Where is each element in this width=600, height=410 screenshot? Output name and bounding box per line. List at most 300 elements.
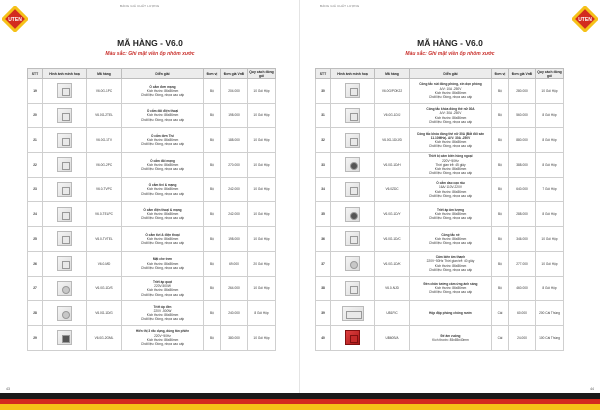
pack-qty: 8 bbox=[542, 286, 545, 291]
product-description bbox=[410, 128, 492, 153]
product-spec: Chất liệu: Đồng, nhựa cao cấp bbox=[140, 92, 185, 97]
product-pack bbox=[248, 103, 276, 128]
product-pack bbox=[536, 301, 564, 326]
product-spec: Chất liệu: Đồng, nhựa cao cấp bbox=[140, 167, 185, 171]
product-spec: Kích thước: 86x86mm bbox=[146, 187, 179, 192]
pack-type: Gói Hộp bbox=[257, 187, 270, 192]
product-spec: Kích thước: 86x86mm bbox=[146, 236, 179, 241]
product-name: Triết áp âm lượng bbox=[436, 207, 465, 212]
product-spec: Chất liệu: Đồng, nhựa cao cấp bbox=[428, 241, 473, 246]
product-pack bbox=[536, 177, 564, 202]
product-description bbox=[122, 128, 204, 153]
pack-qty: 10 bbox=[541, 261, 545, 266]
row-stt: 37 bbox=[316, 251, 331, 276]
product-image bbox=[331, 79, 375, 104]
table-row bbox=[316, 79, 564, 104]
product-name: Ổ cắm đơn mạng bbox=[149, 84, 176, 89]
product-description bbox=[410, 276, 492, 301]
flush-box-icon bbox=[345, 330, 360, 345]
product-name: Công tắc khóa đóng thẻ nữ 30A (Bắt đổi sản 11.10MHz)- A/V: 30A -250V bbox=[416, 131, 485, 141]
product-pack bbox=[536, 128, 564, 153]
pack-type: Gói Hộp bbox=[544, 162, 557, 167]
product-price: 198.000 bbox=[221, 103, 248, 128]
product-unit: Bộ bbox=[204, 301, 221, 326]
product-spec: Kích thước: 86x86mm bbox=[434, 167, 467, 171]
socket-icon bbox=[57, 83, 72, 98]
pack-type: Gói Hộp bbox=[544, 212, 557, 217]
product-pack bbox=[248, 276, 276, 301]
product-price: 242.000 bbox=[221, 202, 248, 227]
product-spec: Kích thước: 86x86mm bbox=[434, 90, 467, 95]
row-stt: 19 bbox=[28, 79, 43, 104]
pack-type: Gói Hộp bbox=[545, 261, 558, 266]
product-description bbox=[122, 103, 204, 128]
pack-qty: 10 bbox=[253, 113, 257, 118]
product-image bbox=[331, 276, 375, 301]
pack-type: Gói Hộp bbox=[257, 138, 270, 143]
pack-qty: 10 bbox=[253, 187, 257, 192]
table-row bbox=[316, 301, 564, 326]
product-pack bbox=[248, 301, 276, 326]
product-description bbox=[410, 79, 492, 104]
col-description: Diễn giải bbox=[410, 69, 492, 79]
product-image bbox=[331, 227, 375, 252]
product-price: 388.000 bbox=[509, 153, 536, 178]
col-image: Hình ảnh minh hoạ bbox=[43, 69, 87, 79]
shaver-socket-icon bbox=[345, 182, 360, 197]
table-row bbox=[28, 177, 276, 202]
pack-type: Gói Hộp bbox=[257, 335, 270, 340]
col-price: Đơn giá VnĐ bbox=[221, 69, 248, 79]
product-spec: Kích thước: 86x86mm bbox=[146, 113, 179, 118]
pack-qty: 10 bbox=[253, 212, 257, 217]
table-header-row bbox=[316, 69, 564, 79]
product-code: V6.0G/POK22 bbox=[375, 79, 410, 104]
product-spec: Kích thước: 86x86mm bbox=[146, 313, 179, 318]
pack-qty: 10 bbox=[253, 236, 257, 241]
pack-type: Gói Hộp bbox=[545, 88, 558, 93]
product-pack bbox=[536, 202, 564, 227]
table-row bbox=[316, 202, 564, 227]
product-code: V6.0G-1D/K bbox=[375, 251, 410, 276]
table-row bbox=[28, 251, 276, 276]
table-row bbox=[28, 79, 276, 104]
product-price: 69.000 bbox=[221, 251, 248, 276]
pack-qty: 10 bbox=[253, 138, 257, 143]
table-row bbox=[316, 128, 564, 153]
product-price: 198.000 bbox=[221, 227, 248, 252]
product-spec: Kích thước: 86x86mm bbox=[434, 115, 467, 120]
product-pack bbox=[536, 251, 564, 276]
product-spec: 16A/ 110V-220V bbox=[439, 185, 462, 190]
product-unit: Bộ bbox=[204, 227, 221, 252]
pack-type: Gói Hộp bbox=[544, 286, 557, 291]
product-unit: Bộ bbox=[492, 177, 509, 202]
row-stt: 28 bbox=[28, 301, 43, 326]
product-table bbox=[27, 68, 276, 351]
product-code: V6.0G-2TEL bbox=[87, 103, 122, 128]
product-unit: Bộ bbox=[492, 79, 509, 104]
socket-icon bbox=[57, 133, 72, 148]
pack-qty: 8 bbox=[542, 113, 545, 118]
product-price: 188.000 bbox=[221, 128, 248, 153]
product-image bbox=[331, 103, 375, 128]
dimmer-icon bbox=[57, 306, 72, 321]
product-pack bbox=[536, 227, 564, 252]
product-name: Hiển thị 3 rãc dụng, dùng tản phiên bbox=[135, 329, 190, 334]
product-code: V6.0ZDC bbox=[375, 177, 410, 202]
table-body bbox=[316, 79, 564, 351]
product-unit: Bộ bbox=[492, 103, 509, 128]
product-unit: Cái bbox=[492, 325, 509, 350]
product-name: Ổ cắm đôi mạng bbox=[150, 158, 175, 163]
product-spec: Kích thước: 85x85x40mm bbox=[432, 337, 469, 342]
switch-icon bbox=[345, 83, 360, 98]
product-image bbox=[43, 227, 87, 252]
table-row bbox=[316, 276, 564, 301]
product-price: 264.000 bbox=[221, 276, 248, 301]
brand-header: BẢNG GIÁ CHẤT LƯỢNG bbox=[120, 4, 160, 8]
pack-qty: 8 bbox=[254, 310, 257, 315]
product-name: Thiết bị cảm biến hồng ngoại bbox=[428, 154, 473, 159]
product-name: Ổ cắm đôi điện thoại bbox=[146, 109, 179, 114]
product-spec: 220V~50Hz Thời gian trễ: 40 giây bbox=[426, 259, 475, 264]
pack-type: Gói Hộp bbox=[257, 286, 270, 291]
product-code: V6.0-MD bbox=[87, 251, 122, 276]
product-spec: Kích thước: 86x86mm bbox=[434, 212, 467, 217]
product-price: 60.000 bbox=[509, 301, 536, 326]
product-image bbox=[43, 79, 87, 104]
product-description bbox=[410, 153, 492, 178]
product-spec: Kích thước: 86x86mm bbox=[146, 138, 179, 143]
uten-logo bbox=[572, 6, 598, 32]
product-spec: 220V -500W bbox=[153, 308, 172, 313]
page-title: MÃ HÀNG - V6.0 bbox=[117, 38, 183, 48]
pack-qty: 10 bbox=[541, 236, 545, 241]
product-description bbox=[122, 153, 204, 178]
row-stt: 24 bbox=[28, 202, 43, 227]
product-code: V6.0G-2PC bbox=[87, 153, 122, 178]
product-code: V6.0-NJD bbox=[375, 276, 410, 301]
product-price: 560.000 bbox=[509, 103, 536, 128]
sound-sensor-icon bbox=[345, 256, 360, 271]
product-description bbox=[122, 79, 204, 104]
logo-text: UTEN bbox=[578, 17, 592, 23]
product-code: V6.0G-1D/J/D bbox=[375, 128, 410, 153]
product-code: V6.0G-2GML bbox=[87, 325, 122, 350]
product-spec: Kích thước: 86x86mm bbox=[146, 261, 179, 266]
table-row bbox=[316, 103, 564, 128]
product-spec: Chất liệu: Đồng, nhựa cao cấp bbox=[140, 292, 185, 297]
product-description bbox=[122, 276, 204, 301]
col-pack: Quy cách đóng gói bbox=[249, 69, 274, 78]
pack-type: Gói Hộp bbox=[257, 212, 270, 217]
product-price: 346.000 bbox=[509, 227, 536, 252]
pack-qty: 10 bbox=[253, 162, 257, 167]
col-unit: Đơn vị bbox=[204, 69, 221, 79]
product-description bbox=[122, 301, 204, 326]
product-price: 204.000 bbox=[221, 79, 248, 104]
product-image bbox=[43, 251, 87, 276]
product-image bbox=[331, 301, 375, 326]
product-unit: Bộ bbox=[204, 103, 221, 128]
volume-knob-icon bbox=[345, 207, 360, 222]
pack-qty: 8 bbox=[542, 162, 545, 167]
pack-qty: 20 bbox=[253, 261, 257, 266]
product-code: UB60S/A bbox=[375, 325, 410, 350]
product-pack bbox=[248, 79, 276, 104]
product-spec: 220V-500W bbox=[154, 284, 171, 289]
product-description bbox=[122, 177, 204, 202]
product-name: Công tắc nề bbox=[441, 232, 460, 237]
product-spec: 220V~50Hz bbox=[154, 333, 171, 338]
switch-icon bbox=[345, 108, 360, 123]
product-unit: Bộ bbox=[204, 177, 221, 202]
pack-type: Gói Hộp bbox=[257, 113, 270, 118]
row-stt: 23 bbox=[28, 177, 43, 202]
pack-qty: 7 bbox=[542, 187, 545, 192]
table-row bbox=[316, 153, 564, 178]
product-spec: Kích thước: 86x86mm bbox=[434, 189, 467, 194]
stripe-yellow bbox=[0, 404, 600, 410]
row-stt: 30 bbox=[316, 79, 331, 104]
product-unit: Bộ bbox=[204, 276, 221, 301]
product-pack bbox=[248, 128, 276, 153]
product-unit: Bộ bbox=[204, 202, 221, 227]
col-price: Đơn giá VnĐ bbox=[509, 69, 536, 79]
product-pack bbox=[536, 153, 564, 178]
product-spec: Kích thước: 86x86mm bbox=[434, 140, 467, 145]
table-row bbox=[28, 103, 276, 128]
pack-type: Cái Thùng bbox=[545, 310, 560, 315]
product-price: 242.000 bbox=[221, 177, 248, 202]
product-spec: Thời gian trễ: 45 giây bbox=[435, 162, 466, 167]
row-stt: 21 bbox=[28, 128, 43, 153]
switch-icon bbox=[345, 133, 360, 148]
product-pack bbox=[248, 177, 276, 202]
socket-icon bbox=[57, 157, 72, 172]
col-stt: STT bbox=[28, 69, 43, 79]
pack-qty: 8 bbox=[542, 138, 545, 143]
table-row bbox=[28, 325, 276, 350]
product-spec: Chất liệu: Đồng, nhựa cao cấp bbox=[140, 317, 185, 322]
product-unit: Bộ bbox=[204, 325, 221, 350]
product-spec: A/V: 30A -250V bbox=[439, 111, 462, 116]
product-name: Cảm biến âm thanh bbox=[435, 255, 466, 260]
product-code: V6.0G-1D/C bbox=[375, 227, 410, 252]
product-image bbox=[43, 202, 87, 227]
table-body bbox=[28, 79, 276, 351]
dimmer-icon bbox=[57, 281, 72, 296]
product-unit: Bộ bbox=[492, 276, 509, 301]
product-description bbox=[410, 301, 492, 326]
right-page bbox=[300, 0, 600, 410]
product-name: Đèn chân tường cảm ứng ánh sáng bbox=[423, 282, 478, 287]
product-price: 880.000 bbox=[509, 128, 536, 153]
product-name: Đế âm vuông bbox=[440, 333, 461, 338]
product-table bbox=[315, 68, 564, 351]
page-number: 43 bbox=[6, 387, 10, 391]
product-name: Mặt che trơn bbox=[152, 257, 173, 262]
product-code: UB1FIC bbox=[375, 301, 410, 326]
row-stt: 25 bbox=[28, 227, 43, 252]
product-spec: Kích thước: 86x86mm bbox=[434, 236, 467, 241]
product-spec: A/V: 10A -250V bbox=[439, 86, 462, 91]
product-unit: Bộ bbox=[204, 79, 221, 104]
table-row bbox=[316, 325, 564, 350]
product-image bbox=[331, 202, 375, 227]
product-code: V6.0G-1D/S bbox=[87, 276, 122, 301]
table-row bbox=[28, 202, 276, 227]
pack-type: Gói Hộp bbox=[544, 138, 557, 143]
product-code: V6.0-TVTEL bbox=[87, 227, 122, 252]
pack-type: Gói Hộp bbox=[257, 88, 270, 93]
product-pack bbox=[536, 103, 564, 128]
product-description bbox=[122, 227, 204, 252]
uten-logo bbox=[2, 6, 28, 32]
product-name: Triết áp quạt bbox=[153, 279, 172, 284]
row-stt: 35 bbox=[316, 202, 331, 227]
pack-qty: 10 bbox=[541, 88, 545, 93]
display-icon bbox=[57, 330, 72, 345]
product-description bbox=[410, 202, 492, 227]
table-row bbox=[28, 276, 276, 301]
product-image bbox=[331, 325, 375, 350]
product-price: 270.000 bbox=[221, 153, 248, 178]
product-pack bbox=[248, 251, 276, 276]
product-code: V6.0-TELPC bbox=[87, 202, 122, 227]
pack-type: Gói Hộp bbox=[256, 310, 269, 315]
pack-type: Cái Thùng bbox=[545, 335, 560, 340]
product-pack bbox=[248, 202, 276, 227]
pack-type: Gói Hộp bbox=[257, 236, 270, 241]
product-image bbox=[43, 276, 87, 301]
product-code: V6.0G-1D/G bbox=[87, 301, 122, 326]
product-description bbox=[410, 227, 492, 252]
product-name: Ổ cắm điện thoại & mạng bbox=[143, 207, 182, 212]
row-stt: 36 bbox=[316, 227, 331, 252]
row-stt: 40 bbox=[316, 325, 331, 350]
product-unit: Bộ bbox=[492, 128, 509, 153]
product-name: Ổ cắm tivi & điện thoại bbox=[145, 232, 180, 237]
product-code: V6.0G-1TV bbox=[87, 128, 122, 153]
row-stt: 22 bbox=[28, 153, 43, 178]
product-pack bbox=[248, 153, 276, 178]
col-description: Diễn giải bbox=[122, 69, 204, 79]
pack-type: Gói Hộp bbox=[545, 236, 558, 241]
product-spec: Kích thước: 86x86mm bbox=[146, 337, 179, 342]
product-unit: Bộ bbox=[204, 128, 221, 153]
brand-header: BẢNG GIÁ CHẤT LƯỢNG bbox=[320, 4, 360, 8]
product-pack bbox=[248, 325, 276, 350]
product-description bbox=[410, 325, 492, 350]
sensor-icon bbox=[345, 157, 360, 172]
col-stt: STT bbox=[316, 69, 331, 79]
product-code: V6.0G-1D/J bbox=[375, 103, 410, 128]
product-image bbox=[43, 153, 87, 178]
product-spec: Chất liệu: Đồng, nhựa cao cấp bbox=[428, 290, 473, 295]
product-price: 277.000 bbox=[509, 251, 536, 276]
product-spec: Chất liệu: Đồng, nhựa cao cấp bbox=[140, 142, 185, 147]
product-image bbox=[43, 301, 87, 326]
product-unit: Bộ bbox=[492, 227, 509, 252]
product-spec: Kích thước: 86x86mm bbox=[146, 288, 179, 293]
product-spec: Chất liệu: Đồng, nhựa cao cấp bbox=[140, 241, 185, 246]
product-image bbox=[331, 177, 375, 202]
product-name: Công tắc khóa đóng thẻ nữ 30A bbox=[426, 107, 475, 112]
product-description bbox=[122, 251, 204, 276]
product-pack bbox=[248, 227, 276, 252]
product-code: V6.0-TVPC bbox=[87, 177, 122, 202]
col-unit: Đơn vị bbox=[492, 69, 509, 79]
product-spec: Kích thước: 86x86mm bbox=[146, 162, 179, 167]
table-row bbox=[316, 177, 564, 202]
footer-stripes bbox=[0, 393, 600, 410]
product-unit: Bộ bbox=[204, 153, 221, 178]
pack-qty: 10 bbox=[253, 88, 257, 93]
row-stt: 26 bbox=[28, 251, 43, 276]
product-unit: Bộ bbox=[492, 202, 509, 227]
table-row bbox=[316, 251, 564, 276]
switch-icon bbox=[345, 231, 360, 246]
product-spec: Chất liệu: Đồng, nhựa cao cấp bbox=[428, 267, 473, 272]
product-image bbox=[331, 128, 375, 153]
product-name: Ổ cắm đơn Tivi bbox=[150, 133, 175, 138]
col-pack: Quy cách đóng gói bbox=[537, 69, 562, 78]
product-spec: Chất liệu: Đồng, nhựa cao cấp bbox=[140, 191, 185, 196]
pack-type: Gói Hộp bbox=[544, 113, 557, 118]
product-unit: Cái bbox=[492, 301, 509, 326]
product-price: 380.000 bbox=[221, 325, 248, 350]
pack-type: Gói Hộp bbox=[544, 187, 557, 192]
product-price: 288.000 bbox=[509, 202, 536, 227]
product-price: 640.000 bbox=[509, 177, 536, 202]
table-row bbox=[28, 301, 276, 326]
product-spec: Chất liệu: Đồng, nhựa cao cấp bbox=[140, 216, 185, 221]
product-spec: Chất liệu: Đồng, nhựa cao cấp bbox=[428, 193, 473, 198]
product-name: Hộp đặp phòng chống nước bbox=[429, 310, 472, 315]
socket-icon bbox=[57, 207, 72, 222]
table-row bbox=[28, 227, 276, 252]
wall-light-icon bbox=[345, 281, 360, 296]
page-subtitle: Màu sắc: Ghi mặt viền ốp nhôm xước bbox=[105, 51, 195, 57]
product-image bbox=[43, 325, 87, 350]
row-stt: 34 bbox=[316, 177, 331, 202]
page-title: MÃ HÀNG - V6.0 bbox=[417, 38, 483, 48]
product-description bbox=[410, 177, 492, 202]
row-stt: 33 bbox=[316, 153, 331, 178]
page-number: 44 bbox=[590, 387, 594, 391]
row-stt: 31 bbox=[316, 103, 331, 128]
row-stt: 39 bbox=[316, 301, 331, 326]
product-code: V6.0G-1D/H bbox=[375, 153, 410, 178]
product-unit: Bộ bbox=[492, 153, 509, 178]
product-name: Công tắc nút đóng phòng, xin dọn phòng bbox=[419, 82, 482, 87]
logo-text: UTEN bbox=[8, 17, 22, 23]
pack-qty: 200 bbox=[539, 310, 545, 315]
waterproof-box-icon bbox=[342, 306, 364, 321]
pack-qty: 100 bbox=[539, 335, 545, 340]
product-image bbox=[43, 177, 87, 202]
col-code: Mã hàng bbox=[375, 69, 410, 79]
row-stt: 20 bbox=[28, 103, 43, 128]
pack-qty: 10 bbox=[253, 286, 257, 291]
product-spec: Chất liệu: Đồng, nhựa cao cấp bbox=[428, 119, 473, 124]
product-code: V6.0G-1D/Y bbox=[375, 202, 410, 227]
product-pack bbox=[536, 79, 564, 104]
col-code: Mã hàng bbox=[87, 69, 122, 79]
page-subtitle: Màu sắc: Ghi mặt viền ốp nhôm xước bbox=[405, 51, 495, 57]
